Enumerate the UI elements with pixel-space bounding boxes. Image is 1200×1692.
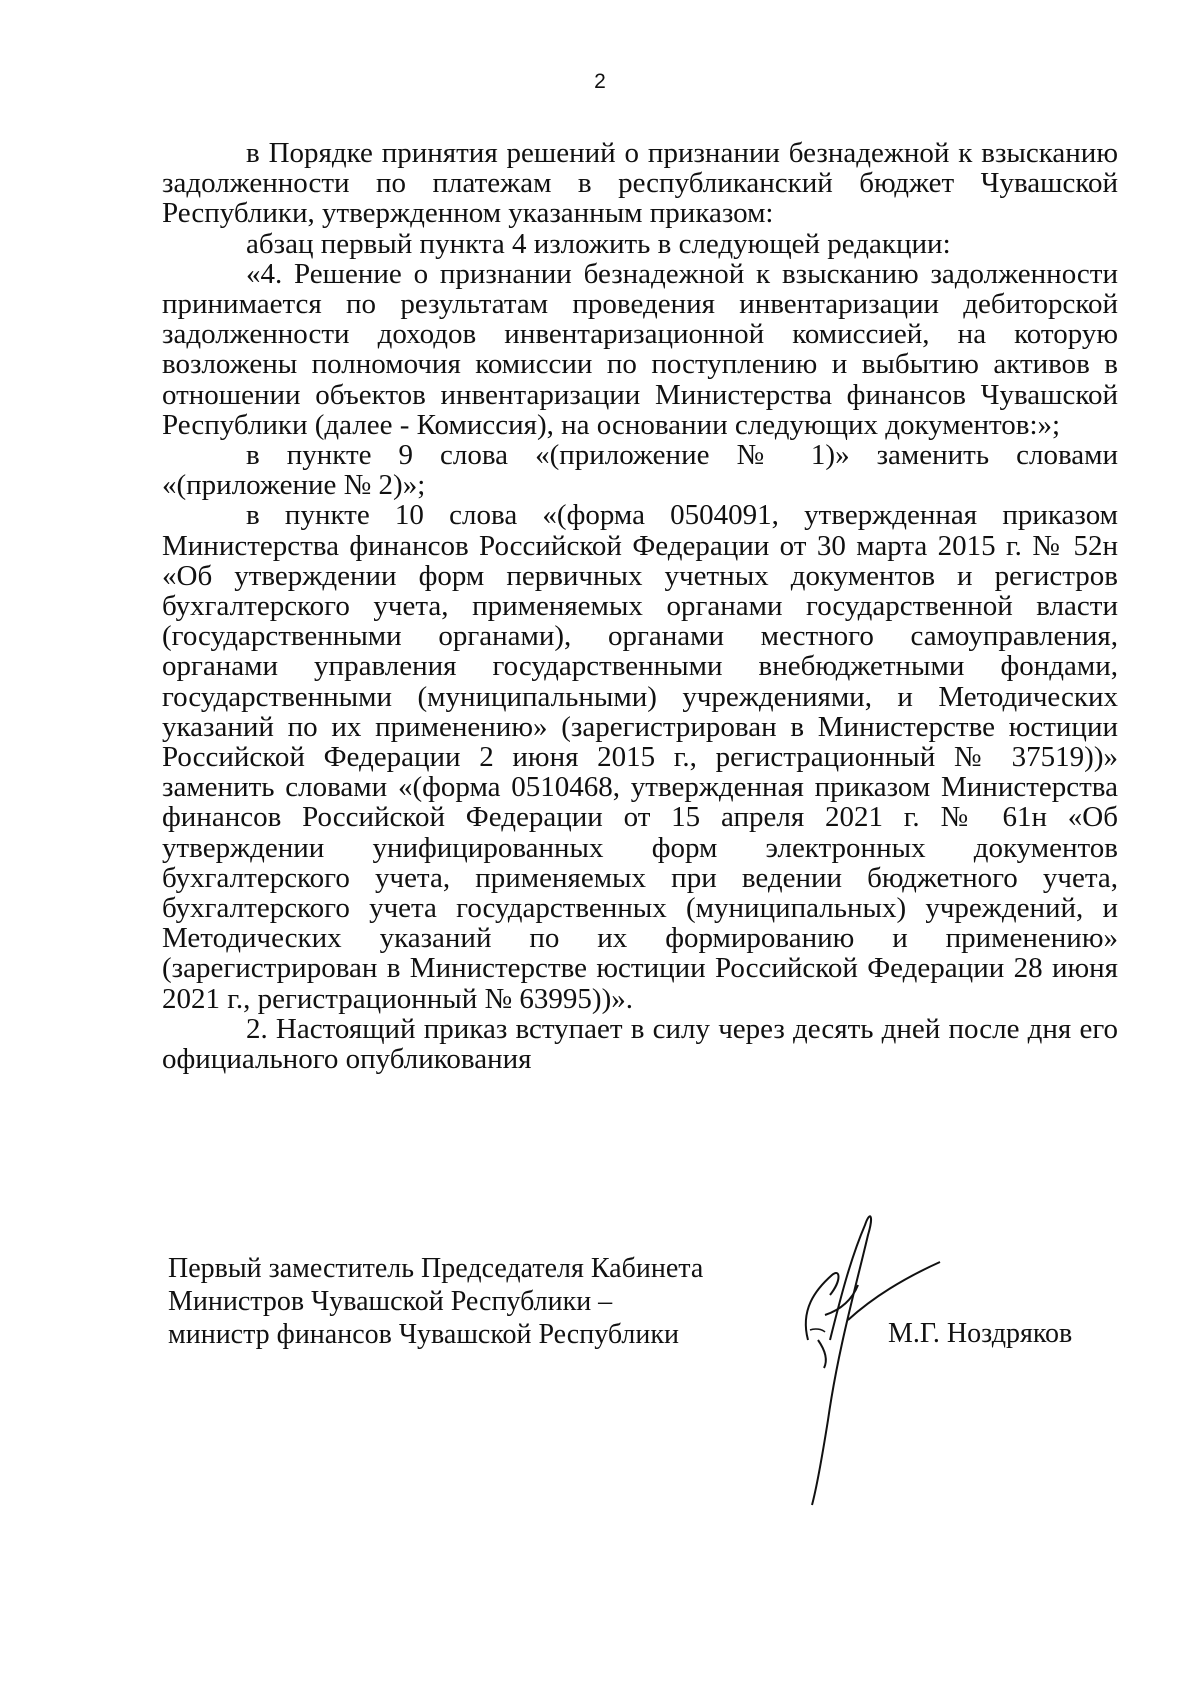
paragraph-intro: в Порядке принятия решений о признании безнадежной к взысканию задолженности по платежам в республиканский бюджет Чувашской Республики, утвержденном указанным приказом:	[162, 137, 1118, 230]
handwritten-signature	[770, 1180, 970, 1510]
page-number: 2	[594, 70, 606, 93]
paragraph-point-10: в пункте 10 слова «(форма 0504091, утвержденная приказом Министерства финансов Российской Федерации от 30 марта 2015 г. № 52н «Об утверждении форм первичных учетных документов и регистров бухгалтерского учета, применяемых органами государственной власти (государственными органами), органами местного самоуправления, органами управления государственными внебюджетными фондами, государственными (муниципальными) учреждениями, и Методических указаний по их применению» (зарегистрирован в Министерстве юстиции Российской Федерации 2 июня 2015 г., регистрационный № 37519))» заменить словами «(форма 0510468, утвержденная приказом Министерства финансов Российской Федерации от 15 апреля 2021 г. № 61н «Об утверждении унифицированных форм электронных документов бухгалтерского учета, применяемых при ведении бюджетного учета, бухгалтерского учета государственных (муниципальных) учреждений, и Методических указаний по их формированию и применению» (зарегистрирован в Министерстве юстиции Российской Федерации 28 июня 2021 г., регистрационный № 63995))».	[162, 499, 1118, 1015]
signatory-title-line: Первый заместитель Председателя Кабинета	[168, 1253, 704, 1284]
signatory-title	[168, 1252, 703, 1351]
signatory-title-line: министр финансов Чувашской Республики	[168, 1319, 679, 1350]
signer-name: М.Г. Ноздряков	[888, 1318, 1073, 1349]
document-body	[162, 138, 1118, 1074]
paragraph-abzac: абзац первый пункта 4 изложить в следующей редакции:	[246, 227, 951, 260]
signatory-title-line: Министров Чувашской Республики –	[168, 1286, 613, 1317]
paragraph-point-4: «4. Решение о признании безнадежной к взысканию задолженности принимается по результатам проведения инвентаризации дебиторской задолженности доходов инвентаризационной комиссией, на которую возложены полномочия комиссии по поступлению и выбытию активов в отношении объектов инвентаризации Министерства финансов Чувашской Республики (далее - Комиссия), на основании следующих документов:»;	[162, 257, 1118, 441]
paragraph-effective-date: 2. Настоящий приказ вступает в силу через десять дней после дня его официального опубликования	[162, 1012, 1118, 1076]
paragraph-point-9: в пункте 9 слова «(приложение № 1)» заменить словами «(приложение № 2)»;	[162, 439, 1118, 502]
